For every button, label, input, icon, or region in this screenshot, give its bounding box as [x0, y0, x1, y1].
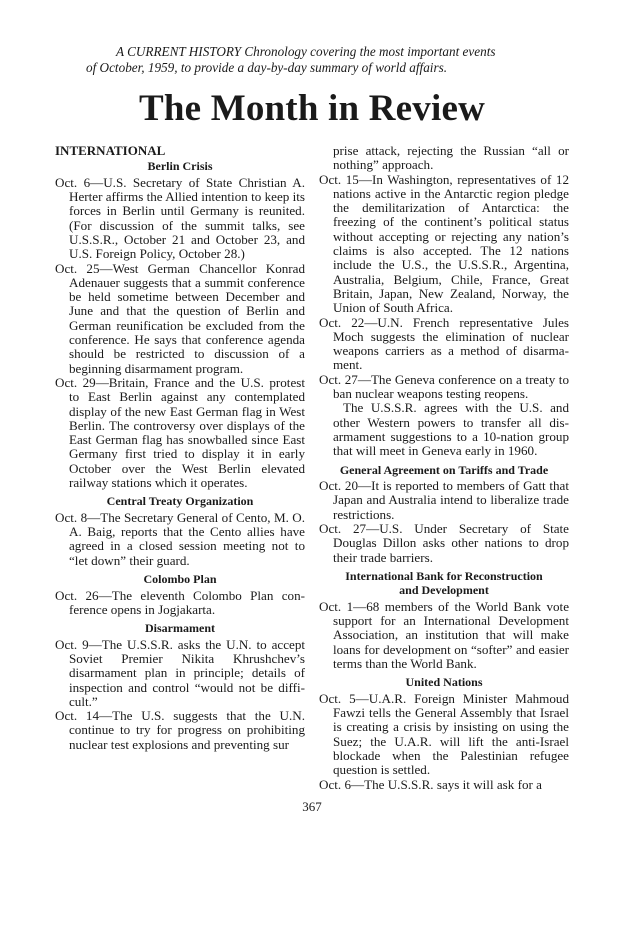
page-number: 367	[302, 799, 322, 814]
subheading-ibrd-line1: International Bank for Reconstruction	[345, 568, 543, 583]
subheading-gatt: General Agreement on Tariffs and Trade	[339, 462, 549, 477]
page-title: The Month in Review	[138, 88, 486, 129]
entry-cento-oct8: Oct. 8—The Secretary General of Cento, M. O. A. Baig, reports that the Cento allies have agreed in a closed session meeting not to “let down” their guard.	[55, 509, 305, 568]
entry-gatt-oct27: Oct. 27—U.S. Under Secretary of State Douglas Dillon asks other nations to drop their trade barriers.	[319, 520, 569, 565]
entry-berlin-oct6: Oct. 6—U.S. Secretary of State Christian A. Herter affirms the Allied intention to keep its forces in Berlin until Germany is reunited. (For discussion of the summit talks, see U.S.S.R., October 21 and October 23, and U.S. Foreign Policy, October 28.)	[55, 174, 305, 262]
subheading-cento: Central Treaty Organization	[106, 494, 254, 509]
entry-berlin-oct29: Oct. 29—Britain, France and the U.S. protest to East Berlin against any contemplated display of the new East German flag in West Berlin. The controversy over displays of the East German flag has snowballed since East Germany first tried to display it in early October over the West Berlin elevated railway stations which it operates.	[55, 374, 305, 491]
section-heading-international: INTERNATIONAL	[55, 143, 166, 158]
subheading-colombo-plan: Colombo Plan	[143, 572, 217, 587]
subheading-disarmament: Disarmament	[145, 621, 215, 636]
subheading-united-nations: United Nations	[405, 675, 483, 690]
entry-ibrd-oct1: Oct. 1—68 members of the World Bank vote support for an International Development Association, an institution that will make loans for development on “softer” and easier terms than the World Bank.	[319, 598, 570, 671]
continued-text: prise attack, rejecting the Russian “all or nothing” approach.	[333, 143, 569, 173]
entry-disarmament-oct9: Oct. 9—The U.S.S.R. asks the U.N. to accept Soviet Premier Nikita Khrushchev’s disarmament plan in principle; details of inspection and control “would not be difficult.”	[55, 636, 306, 709]
entry-disarmament-oct15: Oct. 15—In Washington, representatives of 12 nations active in the Antarctic region pledge the demilitarization of Antarctica: the freezing of the continent’s political status without accepting or rejecting any nation’s claims is also accepted. The 12 nations include the U.S., the U.S.S.R., Argentina, Australia, Belgium, Chile, France, Great Britain, Japan, New Zealand, Norway, the Union of South Africa.	[319, 171, 569, 316]
entry-un-oct5: Oct. 5—U.A.R. Foreign Minister Mahmoud Fawzi tells the General Assembly that Israel is creating a crisis by insisting on using the Suez; the U.A.R. will lift the anti-Israel blockade when the Palestinian refugee question is settled.	[319, 690, 569, 778]
paragraph-ussr-agrees: The U.S.S.R. agrees with the U.S. and other Western powers to transfer all disarmament suggestions to a 10-nation group that will meet in Geneva early in 1960.	[333, 400, 569, 459]
entry-berlin-oct25: Oct. 25—West German Chancellor Konrad Adenauer suggests that a summit conference be held sometime between December and June and that the question of Berlin and German reunification be excluded from the conference. He says that conference agenda should be restricted to discussion of a beginning disarmament program.	[55, 260, 306, 376]
entry-un-oct6: Oct. 6—The U.S.S.R. says it will ask for a	[319, 776, 542, 792]
entry-disarmament-oct22: Oct. 22—U.N. French representative Jules Moch suggests the elimination of nuclear weapons carriers as a method of disarmament.	[319, 314, 569, 373]
subheading-ibrd	[319, 569, 569, 598]
right-column	[319, 144, 569, 792]
intro-line-2: of October, 1959, to provide a day-by-day summary of world affairs.	[86, 60, 448, 75]
entry-disarmament-oct14: Oct. 14—The U.S. suggests that the U.N. continue to try for progress on prohibiting nuclear test explosions and preventing sur	[55, 708, 305, 752]
left-column	[55, 144, 305, 752]
entry-gatt-oct20: Oct. 20—It is reported to members of Gatt that Japan and Australia intend to liberalize trade restrictions.	[319, 478, 569, 522]
entry-colombo-oct26: Oct. 26—The eleventh Colombo Plan conference opens in Jogjakarta.	[55, 587, 306, 617]
entry-disarmament-oct27: Oct. 27—The Geneva conference on a treaty to ban nuclear weapons testing reopens.	[319, 371, 569, 402]
intro-line-1: A CURRENT HISTORY Chronology covering the most important events	[116, 44, 496, 59]
subheading-berlin-crisis: Berlin Crisis	[147, 159, 213, 174]
subheading-ibrd-line2: and Development	[399, 583, 489, 598]
